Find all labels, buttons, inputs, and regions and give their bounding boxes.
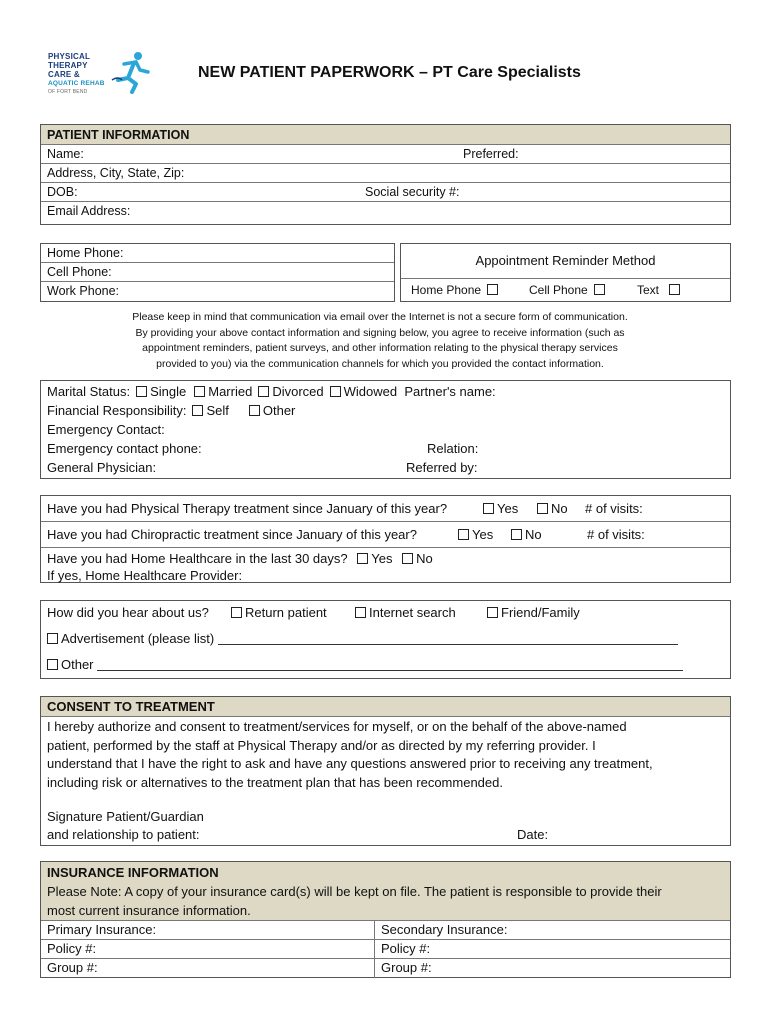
date-label: Date:	[517, 827, 549, 842]
friend-label: Friend/Family	[501, 605, 580, 620]
logo-line: OF FORT BEND	[48, 89, 88, 95]
chiro-history-row	[41, 522, 730, 548]
insurance-note: most current insurance information.	[47, 903, 251, 918]
other-source-row	[41, 653, 730, 679]
name-row[interactable]	[41, 145, 730, 164]
reminder-text-checkbox[interactable]	[669, 284, 680, 295]
widowed-checkbox[interactable]	[330, 386, 341, 397]
divorced-checkbox[interactable]	[258, 386, 269, 397]
pt-question: Have you had Physical Therapy treatment since January of this year?	[47, 501, 448, 516]
pt-visits-label: # of visits:	[585, 501, 643, 516]
pt-yes-checkbox[interactable]	[483, 503, 494, 514]
referred-label: Referred by:	[406, 460, 478, 475]
marital-row	[41, 382, 730, 401]
physician-row[interactable]	[41, 458, 730, 477]
phone-section	[40, 243, 395, 302]
emergency-phone-label: Emergency contact phone:	[47, 441, 202, 456]
logo-line: PHYSICAL	[48, 52, 91, 61]
emergency-contact-row[interactable]	[41, 420, 730, 439]
partner-label: Partner's name:	[404, 384, 496, 399]
consent-line: understand that I have the right to ask and have any questions answered prior to receiving any treatment,	[47, 756, 653, 771]
home-health-question: Have you had Home Healthcare in the last 30 days?	[47, 551, 348, 566]
reminder-cell-checkbox[interactable]	[594, 284, 605, 295]
divorced-label: Divorced	[272, 384, 324, 399]
page-title: NEW PATIENT PAPERWORK – PT Care Specialists	[198, 64, 581, 81]
other-financial-label: Other	[262, 403, 296, 418]
reminder-cell-option[interactable]	[529, 279, 608, 301]
home-health-row	[41, 548, 730, 584]
other-source-label: Other	[61, 657, 94, 672]
work-phone-row[interactable]	[41, 282, 394, 301]
hear-question: How did you hear about us?	[47, 605, 209, 620]
notice-line: provided to you) via the communication channels for which you provided the contact information.	[156, 357, 604, 370]
secondary-insurance-label: Secondary Insurance:	[381, 922, 508, 937]
relation-label: Relation:	[427, 441, 479, 456]
consent-line: I hereby authorize and consent to treatment/services for myself, or on the behalf of the above-named	[47, 719, 627, 734]
consent-line: patient, performed by the staff at Physical Therapy and/or as directed by my referring provider. I	[47, 737, 596, 753]
married-label: Married	[208, 384, 253, 399]
emergency-phone-row[interactable]	[41, 439, 730, 458]
reminder-home-label: Home Phone	[411, 283, 482, 297]
pt-no-checkbox[interactable]	[537, 503, 548, 514]
return-label: Return patient	[245, 605, 327, 620]
hear-row	[41, 601, 730, 627]
other-source-line[interactable]	[97, 658, 683, 671]
chiro-question: Have you had Chiropractic treatment since January of this year?	[47, 527, 417, 542]
section-header: CONSENT TO TREATMENT	[41, 697, 730, 717]
advert-checkbox[interactable]	[47, 633, 58, 644]
primary-policy-label: Policy #:	[47, 941, 97, 956]
treatment-history-section	[40, 495, 731, 583]
email-label: Email Address:	[47, 204, 131, 218]
insurance-grid	[41, 921, 730, 978]
insurance-header-block	[41, 862, 730, 921]
reminder-text-label: Text	[637, 283, 660, 297]
insurance-name-row[interactable]	[41, 921, 730, 940]
primary-group-label: Group #:	[47, 960, 98, 975]
reminder-section	[400, 243, 731, 302]
dob-label: DOB:	[47, 185, 78, 199]
address-row[interactable]	[41, 164, 730, 183]
cell-phone-row[interactable]	[41, 263, 394, 282]
primary-insurance-label: Primary Insurance:	[47, 922, 157, 937]
secondary-group-label: Group #:	[381, 960, 432, 975]
notice-line: Please keep in mind that communication via email over the Internet is not a secure form of communication.	[132, 311, 628, 323]
advert-row	[41, 627, 730, 653]
reminder-title: Appointment Reminder Method	[475, 253, 656, 268]
reminder-home-option[interactable]	[411, 279, 501, 301]
runner-icon	[110, 50, 150, 94]
chiro-no-label: No	[525, 527, 542, 542]
notice-line: appointment reminders, patient surveys, and other information relating to the physical therapy services	[142, 342, 618, 354]
consent-body	[41, 717, 730, 792]
reminder-options	[401, 278, 730, 303]
signature-label: Signature Patient/Guardian	[47, 809, 204, 824]
notice-line: By providing your above contact information and signing below, you agree to receive information (such as	[135, 326, 625, 339]
home-yes-label: Yes	[371, 551, 393, 566]
single-checkbox[interactable]	[136, 386, 147, 397]
advert-label: Advertisement (please list)	[61, 631, 215, 646]
widowed-label: Widowed	[343, 384, 398, 399]
marital-label: Marital Status:	[47, 384, 131, 399]
emergency-contact-label: Emergency Contact:	[47, 422, 165, 437]
section-header: PATIENT INFORMATION	[41, 125, 730, 145]
home-provider-label: If yes, Home Healthcare Provider:	[47, 568, 243, 583]
financial-label: Financial Responsibility:	[47, 403, 187, 418]
ssn-label: Social security #:	[365, 185, 460, 199]
signature-block[interactable]	[47, 808, 717, 844]
name-label: Name:	[47, 147, 84, 161]
home-no-checkbox[interactable]	[402, 553, 413, 564]
home-yes-checkbox[interactable]	[357, 553, 368, 564]
return-checkbox[interactable]	[231, 607, 242, 618]
secondary-policy-label: Policy #:	[381, 941, 431, 956]
pt-yes-label: Yes	[497, 501, 519, 516]
chiro-yes-checkbox[interactable]	[458, 529, 469, 540]
insurance-note: Please Note: A copy of your insurance card(s) will be kept on file. The patient is responsible to provide their	[47, 884, 662, 899]
home-no-label: No	[416, 551, 433, 566]
reminder-cell-label: Cell Phone	[529, 283, 588, 297]
referral-source-section	[40, 600, 731, 679]
logo-line: CARE &	[48, 70, 80, 79]
preferred-label: Preferred:	[463, 147, 519, 161]
reminder-text-option[interactable]	[637, 279, 683, 301]
group-row[interactable]	[41, 959, 730, 978]
work-phone-label: Work Phone:	[47, 284, 120, 298]
consent-line: including risk or alternatives to the treatment plan that has been recommended.	[47, 774, 503, 790]
patient-information-section	[40, 124, 731, 225]
dob-row[interactable]	[41, 183, 730, 202]
physician-label: General Physician:	[47, 460, 157, 475]
pt-no-label: No	[551, 501, 568, 516]
home-phone-row[interactable]	[41, 244, 394, 263]
advert-line[interactable]	[218, 632, 678, 645]
logo-line: THERAPY	[48, 61, 88, 70]
chiro-visits-label: # of visits:	[587, 527, 645, 542]
marital-section	[40, 380, 731, 479]
policy-row[interactable]	[41, 940, 730, 959]
chiro-no-checkbox[interactable]	[511, 529, 522, 540]
self-checkbox[interactable]	[192, 405, 203, 416]
self-label: Self	[206, 403, 229, 418]
insurance-section	[40, 861, 731, 978]
company-logo	[48, 50, 158, 100]
married-checkbox[interactable]	[194, 386, 205, 397]
email-row[interactable]	[41, 202, 730, 221]
logo-line: AQUATIC REHAB	[48, 80, 105, 87]
logo-text	[48, 52, 105, 97]
other-source-checkbox[interactable]	[47, 659, 58, 670]
financial-row	[41, 401, 730, 420]
pt-history-row	[41, 496, 730, 522]
address-label: Address, City, State, Zip:	[47, 166, 185, 180]
cell-phone-label: Cell Phone:	[47, 265, 112, 279]
consent-section	[40, 696, 731, 846]
email-notice	[60, 310, 700, 372]
internet-label: Internet search	[369, 605, 456, 620]
chiro-yes-label: Yes	[472, 527, 494, 542]
reminder-home-checkbox[interactable]	[487, 284, 498, 295]
section-header: INSURANCE INFORMATION	[47, 865, 219, 880]
relationship-label: and relationship to patient:	[47, 827, 200, 842]
friend-checkbox[interactable]	[487, 607, 498, 618]
single-label: Single	[150, 384, 187, 399]
other-financial-checkbox[interactable]	[249, 405, 260, 416]
internet-checkbox[interactable]	[355, 607, 366, 618]
home-phone-label: Home Phone:	[47, 246, 124, 260]
